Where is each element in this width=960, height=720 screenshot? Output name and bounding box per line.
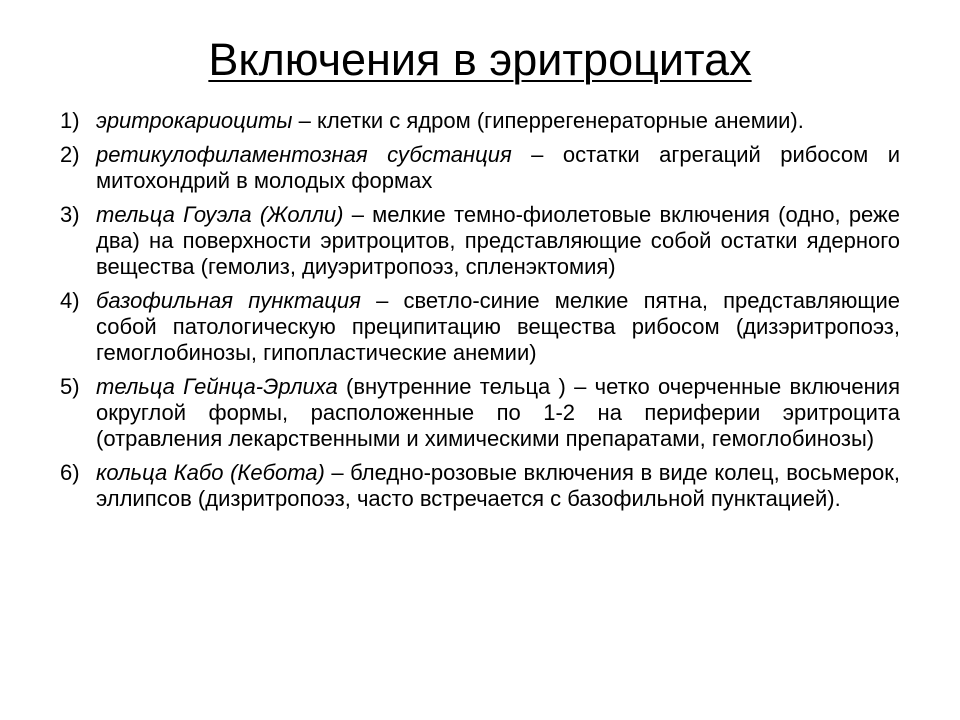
item-term: тельца Гоуэла (Жолли): [96, 202, 344, 227]
item-number: 5): [60, 374, 80, 399]
list-item: [60, 288, 900, 366]
slide-title-text: Включения в эритроцитах: [208, 34, 752, 85]
item-number: 1): [60, 108, 80, 133]
item-number: 6): [60, 460, 80, 485]
item-description: – остатки агрегаций рибосом и митохондрий в молодых формах: [96, 142, 900, 193]
item-description: – светло-синие мелкие пятна, представляющие собой патологическую преципитацию вещества рибосом (дизэритропоэз, гемоглобинозы, гипопластические анемии): [96, 288, 900, 365]
item-description: – клетки с ядром (гиперрегенераторные анемии).: [292, 108, 804, 133]
slide-title: [0, 30, 960, 90]
item-description: (внутренние тельца ) – четко очерченные включения округлой формы, расположенные по 1-2 на периферии эритроцита (отравления лекарственными и химическими препаратами, гемоглобинозы): [96, 374, 900, 451]
item-term: базофильная пунктация: [96, 288, 361, 313]
item-number: 2): [60, 142, 80, 167]
inclusions-list: [60, 108, 900, 520]
list-item: [60, 108, 900, 134]
item-term: тельца Гейнца-Эрлиха: [96, 374, 338, 399]
item-number: 4): [60, 288, 80, 313]
list-item: [60, 460, 900, 512]
list-item: [60, 202, 900, 280]
item-number: 3): [60, 202, 80, 227]
list-item: [60, 374, 900, 452]
item-term: эритрокариоциты: [96, 108, 293, 133]
item-term: ретикулофиламентозная субстанция: [96, 142, 512, 167]
item-description: – мелкие темно-фиолетовые включения (одно, реже два) на поверхности эритроцитов, представляющие собой остатки ядерного вещества (гемолиз, диуэритропоэз, спленэктомия): [96, 202, 900, 279]
item-term: кольца Кабо (Кебота): [96, 460, 325, 485]
item-description: – бледно-розовые включения в виде колец, восьмерок, эллипсов (дизритропоэз, часто встречается с базофильной пунктацией).: [96, 460, 900, 511]
list-item: [60, 142, 900, 194]
